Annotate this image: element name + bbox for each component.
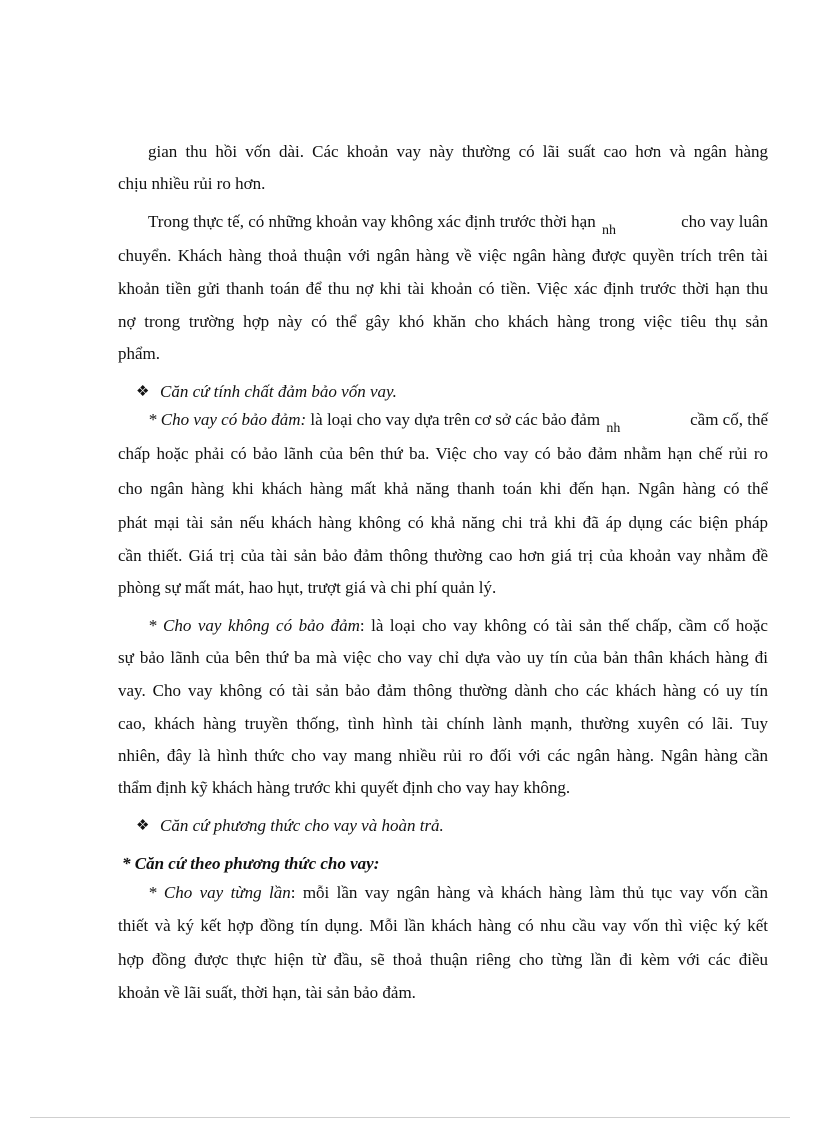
paragraph-line <box>118 648 768 668</box>
paragraph-line <box>118 681 768 701</box>
paragraph-line <box>0 142 816 162</box>
text-line: nợ trong trường hợp này có thể gây khó khăn cho khách hàng trong việc tiêu thụ sản <box>118 312 768 331</box>
term-label: * Cho vay không có bảo đảm <box>148 616 360 635</box>
text-segment: cho vay luân <box>681 212 768 231</box>
paragraph-line <box>118 950 768 970</box>
page-bottom-rule <box>30 1117 790 1118</box>
text-segment: : là loại cho vay không có tài sản thế chấp, cầm cố hoặc <box>359 616 768 635</box>
text-segment: Trong thực tế, có những khoản vay không xác định trước thời hạn <box>148 212 596 231</box>
diamond-bullet-icon: ❖ <box>136 384 150 400</box>
text-line: hợp đồng được thực hiện từ đầu, sẽ thoả thuận riêng cho từng lần đi kèm với các điều <box>118 950 768 969</box>
paragraph-line <box>118 479 768 499</box>
text-segment: : mỗi lần vay ngân hàng và khách hàng làm thủ tục vay vốn cần <box>290 883 768 902</box>
paragraph-line <box>118 546 768 566</box>
paragraph-line <box>148 883 768 903</box>
section-heading <box>160 382 397 402</box>
text-line: cần thiết. Giá trị của tài sản bảo đảm thông thường cao hơn giá trị của khoản vay nhằm đề <box>118 546 768 565</box>
paragraph-line <box>118 778 816 798</box>
text-line: sự bảo lãnh của bên thứ ba mà việc cho vay chỉ dựa vào uy tín của bản thân khách hàng đi <box>118 648 768 667</box>
text-line: cho ngân hàng khi khách hàng mất khả năng thanh toán khi đến hạn. Ngân hàng có thể <box>118 479 768 498</box>
heading-text: Căn cứ phương thức cho vay và hoàn trả. <box>160 816 444 835</box>
text-line: gian thu hồi vốn dài. Các khoản vay này thường có lãi suất cao hơn và ngân hàng <box>148 142 768 161</box>
paragraph-line <box>148 616 768 636</box>
diamond-bullet-icon: ❖ <box>136 818 150 834</box>
text-line: chuyển. Khách hàng thoả thuận với ngân hàng về việc ngân hàng được quyền trích trên tài <box>118 246 768 265</box>
paragraph-line <box>118 279 768 299</box>
paragraph-line <box>118 746 768 766</box>
text-line: khoản tiền gửi thanh toán để thu nợ khi tài khoản có tiền. Việc xác định trước thời hạn thu <box>118 279 768 298</box>
paragraph-line <box>0 174 816 194</box>
paragraph-line <box>118 513 768 533</box>
text-line: phát mại tài sản nếu khách hàng không có khả năng chi trả khi đã áp dụng các biện pháp <box>118 513 768 532</box>
text-line: nhiên, đây là hình thức cho vay mang nhiều rủi ro đối với các ngân hàng. Ngân hàng cần <box>118 746 768 765</box>
text-line: thiết và ký kết hợp đồng tín dụng. Mỗi lần khách hàng có nhu cầu vay vốn thì việc ký kết <box>118 916 768 935</box>
paragraph-line <box>118 246 768 266</box>
subscript-text: nh <box>601 223 616 238</box>
text-line: khoản về lãi suất, thời hạn, tài sản bảo đảm. <box>118 983 416 1002</box>
paragraph-line <box>118 312 768 332</box>
paragraph-line <box>148 212 768 238</box>
text-line: thẩm định kỹ khách hàng trước khi quyết định cho vay hay không. <box>118 778 571 797</box>
text-line: cao, khách hàng truyền thống, tình hình tài chính lành mạnh, thường xuyên có lãi. Tuy <box>118 714 768 733</box>
term-label: * Cho vay từng lần <box>148 883 291 902</box>
paragraph-line <box>118 344 816 364</box>
text-line: vay. Cho vay không có tài sản bảo đảm thông thường dành cho các khách hàng có uy tín <box>118 681 768 700</box>
paragraph-line <box>118 916 768 936</box>
text-segment: là loại cho vay dựa trên cơ sở các bảo đảm <box>310 410 601 429</box>
subheading-text: * Căn cứ theo phương thức cho vay: <box>122 854 380 873</box>
paragraph-line <box>118 983 816 1003</box>
sub-heading <box>122 854 379 874</box>
text-line: phẩm. <box>118 344 161 363</box>
paragraph-line <box>118 444 768 464</box>
paragraph-line <box>118 578 816 598</box>
section-heading <box>160 816 444 836</box>
text-line: chịu nhiều rủi ro hơn. <box>118 174 266 193</box>
text-line: phòng sự mất mát, hao hụt, trượt giá và chi phí quản lý. <box>118 578 497 597</box>
paragraph-line <box>118 714 768 734</box>
heading-text: Căn cứ tính chất đảm bảo vốn vay. <box>160 382 397 401</box>
subscript-text: nh <box>606 421 621 436</box>
term-label: * Cho vay có bảo đảm: <box>148 410 307 429</box>
text-line: chấp hoặc phải có bảo lãnh của bên thứ ba. Việc cho vay có bảo đảm nhằm hạn chế rủi ro <box>118 444 768 463</box>
text-segment: cầm cố, thế <box>690 410 768 429</box>
paragraph-line <box>148 410 768 436</box>
